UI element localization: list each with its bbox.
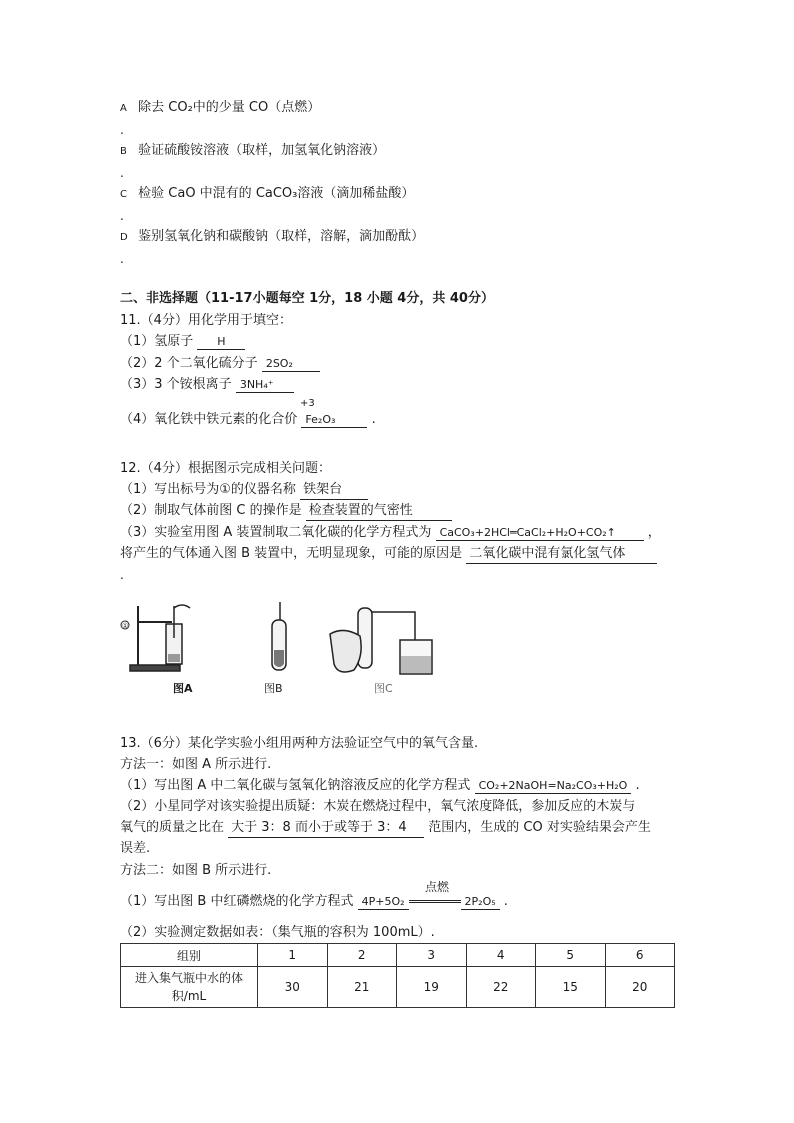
q13-reaction-arrow [409, 900, 461, 903]
q13-a2: 大于 3：8 而小于或等于 3：4 [228, 819, 424, 838]
option-text: 检验 CaO 中混有的 CaCO₃溶液（滴加稀盐酸） [138, 186, 415, 201]
q13-a3-right: 2P₂O₅ [461, 895, 500, 910]
table-row-label: 进入集气瓶中水的体积/mL [121, 967, 258, 1008]
q12-stem: 12.（4分）根据图示完成相关问题： [120, 461, 331, 476]
q13-l5-end: . [503, 894, 508, 909]
option-c [120, 185, 414, 204]
table-header-row [121, 944, 675, 967]
option-a [120, 99, 320, 118]
option-letter: D [120, 232, 128, 243]
q13-l5: （1）写出图 B 中红磷燃烧的化学方程式 [120, 894, 354, 909]
option-dot: . [120, 252, 124, 266]
q12-l4: 将产生的气体通入图 B 装置中，无明显现象，可能的原因是 [120, 546, 463, 561]
table-cell: 15 [536, 967, 606, 1008]
q13-line4: 误差. [120, 841, 151, 856]
figure-b [272, 602, 286, 670]
q13-method1: 方法一：如图 A 所示进行. [120, 757, 272, 772]
option-b [120, 142, 385, 161]
q13-l3b: 范围内，生成的 CO 对实验结果会产生 [428, 820, 651, 835]
q11-line3 [120, 376, 294, 394]
q13-line3 [120, 819, 651, 838]
q11-line2 [120, 355, 320, 373]
q13-condition: 点燃 [425, 880, 450, 894]
q11-line1 [120, 333, 245, 351]
table-cell: 19 [397, 967, 467, 1008]
q13-method2: 方法二：如图 B 所示进行. [120, 863, 272, 878]
q12-a2: 检查装置的气密性 [306, 502, 452, 521]
option-letter: C [120, 189, 127, 200]
q13-line2: （2）小星同学对该实验提出质疑：木炭在燃烧过程中，氧气浓度降低，参加反应的木炭与 [120, 799, 636, 814]
q13-line1 [120, 777, 640, 795]
q11-l1: （1）氢原子 [120, 334, 194, 349]
table-cell: 2 [327, 944, 397, 967]
figure-a [130, 605, 190, 671]
figure-a-label: ① [122, 622, 129, 630]
q12-end: . [120, 568, 124, 582]
q13-line6: （2）实验测定数据如表：（集气瓶的容积为 100mL）. [120, 925, 435, 940]
table-cell: 3 [397, 944, 467, 967]
option-letter: B [120, 146, 127, 157]
table-cell: 6 [605, 944, 675, 967]
table-cell: 22 [466, 967, 536, 1008]
option-text: 除去 CO₂中的少量 CO（点燃） [138, 100, 321, 115]
table-cell: 20 [605, 967, 675, 1008]
q11-a2: 2SO₂ [262, 357, 320, 372]
q12-l2: （2）制取气体前图 C 的操作是 [120, 503, 302, 518]
q11-a1: H [197, 335, 245, 350]
q11-line4 [120, 411, 376, 429]
data-table [120, 943, 675, 1008]
section-title: 二、非选择题（11-17小题每空 1分，18 小题 4分，共 40分） [120, 291, 494, 306]
table-cell: 1 [258, 944, 328, 967]
q12-a3: CaCO₃+2HCl═CaCl₂+H₂O+CO₂↑ [436, 526, 644, 541]
q13-a3-left: 4P+5O₂ [358, 895, 409, 910]
q13-line5 [120, 893, 508, 911]
option-dot: . [120, 209, 124, 223]
q11-valence: +3 [300, 398, 315, 409]
q11-end: . [371, 412, 376, 427]
q13-a1: CO₂+2NaOH=Na₂CO₃+H₂O [475, 779, 632, 794]
table-cell: 21 [327, 967, 397, 1008]
q11-stem: 11.（4分）用化学用于填空： [120, 313, 292, 328]
table-cell: 5 [536, 944, 606, 967]
q11-l2: （2）2 个二氧化硫分子 [120, 356, 258, 371]
figure-b-caption: 图B [264, 682, 283, 695]
q12-line4 [120, 545, 657, 564]
q11-a3: 3NH₄⁺ [236, 378, 294, 393]
figure-c-caption: 图C [374, 682, 393, 695]
option-dot: . [120, 166, 124, 180]
q12-line1 [120, 481, 368, 500]
q12-a4: 二氧化碳中混有氯化氢气体 [466, 545, 657, 564]
q13-l1-end: . [635, 778, 640, 793]
option-d [120, 228, 424, 247]
figure-c [330, 608, 432, 674]
q13-stem: 13.（6分）某化学实验小组用两种方法验证空气中的氧气含量. [120, 736, 479, 751]
option-text: 验证硫酸铵溶液（取样，加氢氧化钠溶液） [138, 143, 386, 158]
figure-a-caption: 图A [173, 682, 193, 695]
q11-l4: （4）氧化铁中铁元素的化合价 [120, 412, 298, 427]
option-text: 鉴别氢氧化钠和碳酸钠（取样，溶解，滴加酚酞） [138, 229, 425, 244]
q12-line3 [120, 524, 661, 542]
q11-l3: （3）3 个铵根离子 [120, 377, 232, 392]
option-letter: A [120, 103, 127, 114]
q11-a4: Fe₂O₃ [301, 413, 367, 428]
q12-l3-end: ， [647, 525, 661, 540]
option-dot: . [120, 123, 124, 137]
q12-l1: （1）写出标号为①的仪器名称 [120, 482, 296, 497]
q13-l1: （1）写出图 A 中二氧化碳与氢氧化钠溶液反应的化学方程式 [120, 778, 471, 793]
table-header-label: 组别 [121, 944, 258, 967]
table-row [121, 967, 675, 1008]
q12-line2 [120, 502, 452, 521]
q13-l3a: 氧气的质量之比在 [120, 820, 225, 835]
table-cell: 30 [258, 967, 328, 1008]
table-cell: 4 [466, 944, 536, 967]
q12-a1: 铁架台 [300, 481, 368, 500]
q12-l3: （3）实验室用图 A 装置制取二氧化碳的化学方程式为 [120, 525, 432, 540]
